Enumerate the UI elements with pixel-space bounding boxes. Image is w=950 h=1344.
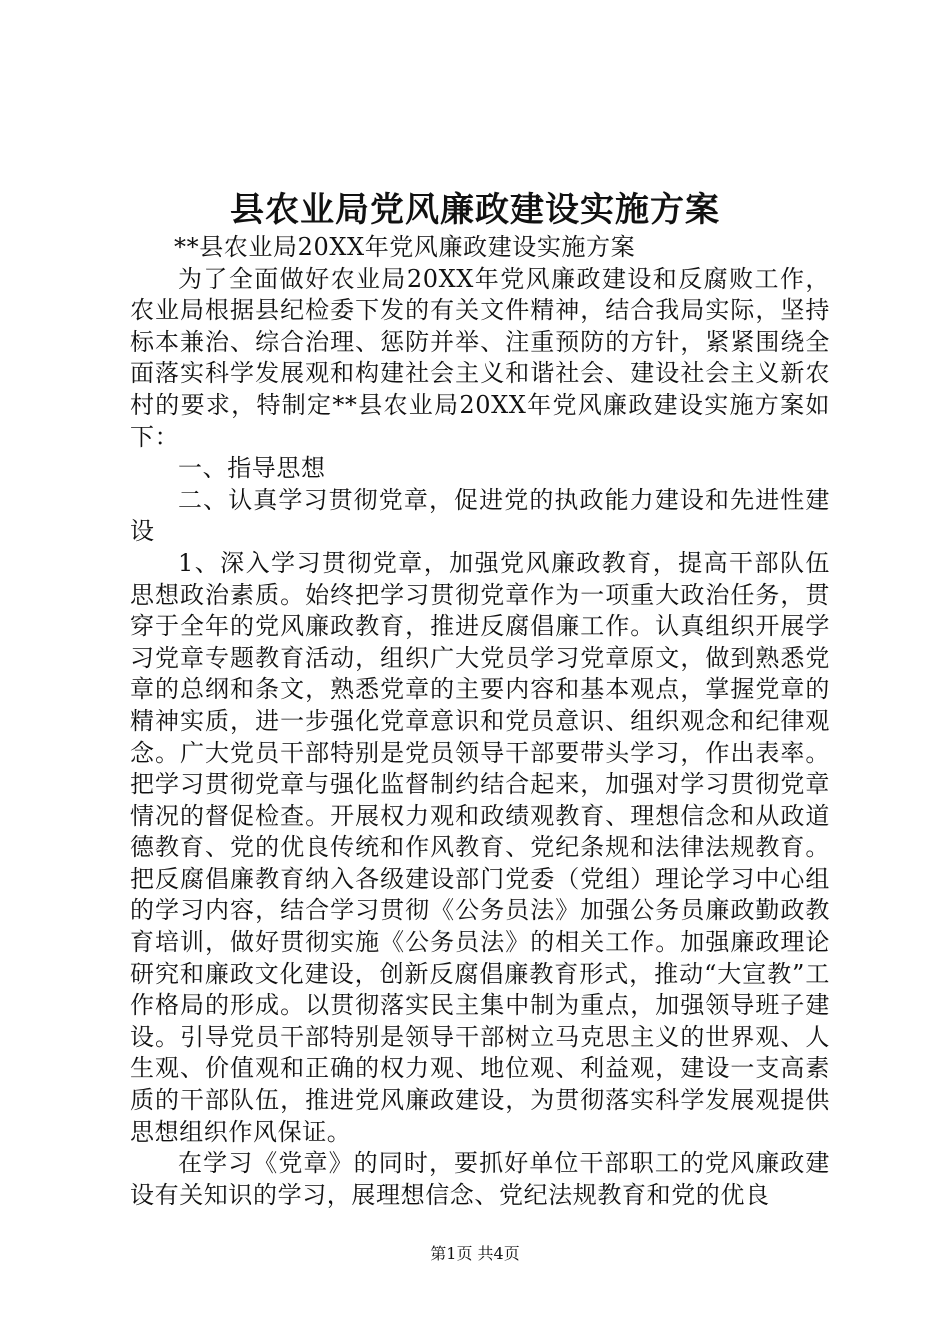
paragraph-continued: 在学习《党章》的同时，要抓好单位干部职工的党风廉政建设有关知识的学习，展理想信念、党纪法规教育和党的优良 xyxy=(130,1149,830,1209)
paragraph-intro: 为了全面做好农业局20XX年党风廉政建设和反腐败工作，农业局根据县纪检委下发的有关文件精神，结合我局实际，坚持标本兼治、综合治理、惩防并举、注重预防的方针，紧紧围绕全面落实科学发展观和构建社会主义和谐社会、建设社会主义新农村的要求，特制定**县农业局20XX年党风廉政建设实施方案如下： xyxy=(130,264,830,451)
section-heading-guiding-thought: 一、指导思想 xyxy=(178,454,326,483)
paragraph-item-1: 1、深入学习贯彻党章，加强党风廉政教育，提高干部队伍思想政治素质。始终把学习贯彻党章作为一项重大政治任务，贯穿于全年的党风廉政教育，推进反腐倡廉工作。认真组织开展学习党章专题教育活动，组织广大党员学习党章原文，做到熟悉党章的总纲和条文，熟悉党章的主要内容和基本观点，掌握党章的精神实质，进一步强化党章意识和党员意识、组织观念和纪律观念。广大党员干部特别是党员领导干部要带头学习，作出表率。把学习贯彻党章与强化监督制约结合起来，加强对学习贯彻党章情况的督促检查。开展权力观和政绩观教育、理想信念和从政道德教育、党的优良传统和作风教育、党纪条规和法律法规教育。把反腐倡廉教育纳入各级建设部门党委（党组）理论学习中心组的学习内容，结合学习贯彻《公务员法》加强公务员廉政勤政教育培训，做好贯彻实施《公务员法》的相关工作。加强廉政理论研究和廉政文化建设，创新反腐倡廉教育形式，推动“大宣教”工作格局的形成。以贯彻落实民主集中制为重点，加强领导班子建设。引导党员干部特别是领导干部树立马克思主义的世界观、人生观、价值观和正确的权力观、地位观、利益观，建设一支高素质的干部队伍，推进党风廉政建设，为贯彻落实科学发展观提供思想组织作风保证。 xyxy=(130,548,830,1146)
paragraph-subtitle: **县农业局20XX年党风廉政建设实施方案 xyxy=(174,233,636,261)
section-heading-study-party-charter: 二、认真学习贯彻党章，促进党的执政能力建设和先进性建设 xyxy=(130,485,830,546)
page-footer: 第1页 共4页 xyxy=(430,1244,520,1263)
document-title: 县农业局党风廉政建设实施方案 xyxy=(230,190,720,230)
document-body xyxy=(130,232,830,1211)
